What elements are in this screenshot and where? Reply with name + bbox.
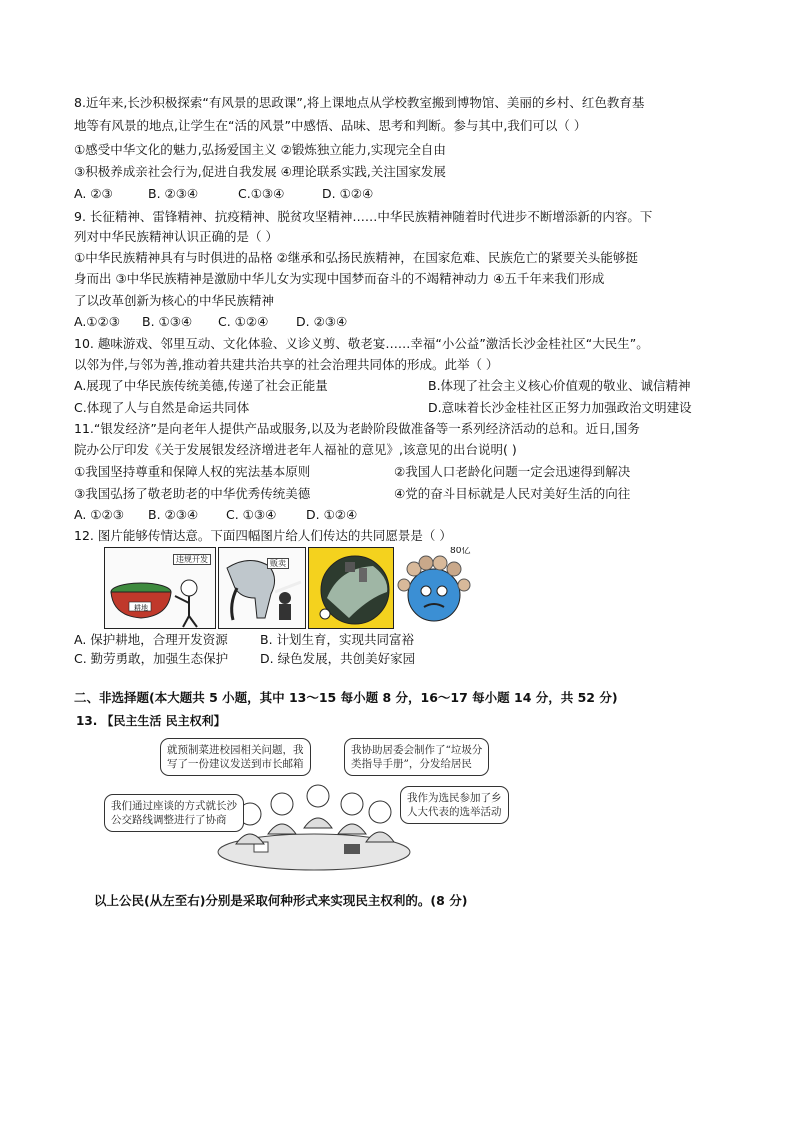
q13-bubble1-line2: 写了一份建议发送到市长邮箱 bbox=[167, 758, 304, 770]
q13-bubble2-line1: 我协助居委会制作了“垃圾分 bbox=[351, 744, 483, 756]
q11-option-b: B. ②③④ bbox=[148, 507, 199, 522]
q12-pic1-label: 违规开发 bbox=[173, 554, 211, 565]
q12-picture-farmland bbox=[104, 547, 216, 629]
section2-heading: 二、非选择题(本大题共 5 小题，其中 13～15 每小题 8 分，16～17 每小题 14 分，共 52 分) bbox=[74, 690, 618, 705]
q8-option-b: B. ②③④ bbox=[148, 186, 199, 201]
q12-picture-poaching bbox=[218, 547, 306, 629]
q13-bubble3-line2: 公交路线调整进行了协商 bbox=[111, 814, 227, 826]
q11-item-4: ④党的奋斗目标就是人民对美好生活的向往 bbox=[394, 486, 631, 501]
q8-option-c: C.①③④ bbox=[238, 186, 285, 201]
q9-option-b: B. ①③④ bbox=[142, 314, 193, 329]
q13-cartoon bbox=[104, 734, 528, 882]
q8-item-line1: ①感受中华文化的魅力,弘扬爱国主义 ②锻炼独立能力,实现完全自由 bbox=[74, 142, 446, 157]
q12-option-b: B. 计划生育，实现共同富裕 bbox=[260, 632, 415, 647]
q11-option-d: D. ①②④ bbox=[306, 507, 358, 522]
q13-bubble3-line1: 我们通过座谈的方式就长沙 bbox=[111, 800, 237, 812]
q12-option-d: D. 绿色发展，共创美好家园 bbox=[260, 651, 416, 666]
q13-bubble-community bbox=[344, 738, 489, 776]
q13-bubble2-line2: 类指导手册”，分发给居民 bbox=[351, 758, 472, 770]
q9-option-c: C. ①②④ bbox=[218, 314, 269, 329]
q8-option-a: A. ②③ bbox=[74, 186, 113, 201]
q10-option-c: C.体现了人与自然是命运共同体 bbox=[74, 400, 250, 415]
q12-pic1-bowl-label: 耕地 bbox=[134, 604, 148, 612]
q12-option-a: A. 保护耕地，合理开发资源 bbox=[74, 632, 228, 647]
q9-item-line1: ①中华民族精神具有与时俱进的品格 ②继承和弘扬民族精神，在国家危难、民族危亡的紧要关头能够挺 bbox=[74, 250, 638, 265]
q11-stem-line2: 院办公厅印发《关于发展银发经济增进老年人福祉的意见》,该意见的出台说明( ) bbox=[74, 442, 517, 457]
q9-item-line3: 了以改革创新为核心的中华民族精神 bbox=[74, 293, 275, 308]
q12-stem: 12. 图片能够传情达意。下面四幅图片给人们传达的共同愿景是（ ） bbox=[74, 528, 452, 543]
q10-stem-line1: 10. 趣味游戏、邻里互动、文化体验、义诊义剪、敬老宴……幸福“小公益”激活长沙金桂社区“大民生”。 bbox=[74, 336, 649, 351]
q11-item-1: ①我国坚持尊重和保障人权的宪法基本原则 bbox=[74, 464, 311, 479]
q9-item-line2: 身而出 ③中华民族精神是激励中华儿女为实现中国梦而奋斗的不竭精神动力 ④五千年来我们形成 bbox=[74, 271, 605, 286]
q11-item-3: ③我国弘扬了敬老助老的中华优秀传统美德 bbox=[74, 486, 311, 501]
q12-picture-pollution bbox=[308, 547, 394, 629]
q10-option-a: A.展现了中华民族传统美德,传递了社会正能量 bbox=[74, 378, 328, 393]
q11-option-c: C. ①③④ bbox=[226, 507, 277, 522]
q12-picture-overpopulation bbox=[396, 547, 476, 627]
q12-option-c: C. 勤劳勇敢，加强生态保护 bbox=[74, 651, 229, 666]
q13-bubble1-line1: 就预制菜进校园相关问题，我 bbox=[167, 744, 304, 756]
q12-pic4-label: 80亿 bbox=[450, 547, 471, 556]
q11-stem-line1: 11.“银发经济”是向老年人提供产品或服务,以及为老龄阶段做准备等一系列经济活动的总和。近日,国务 bbox=[74, 421, 640, 436]
q8-item-line2: ③积极养成亲社会行为,促进自我发展 ④理论联系实践,关注国家发展 bbox=[74, 164, 446, 179]
q12-pic2-label: 贩卖 bbox=[267, 558, 289, 569]
q13-question: 以上公民(从左至右)分别是采取何种形式来实现民主权利的。(8 分) bbox=[94, 893, 468, 908]
q8-stem-line1: 8.近年来,长沙积极探索“有风景的思政课”,将上课地点从学校教室搬到博物馆、美丽的乡村、红色教育基 bbox=[74, 95, 645, 110]
q9-option-a: A.①②③ bbox=[74, 314, 120, 329]
q13-bubble4-line1: 我作为选民参加了乡 bbox=[407, 792, 502, 804]
q8-option-d: D. ①②④ bbox=[322, 186, 374, 201]
q13-bubble4-line2: 人大代表的选举活动 bbox=[407, 806, 502, 818]
q13-bubble-email bbox=[160, 738, 311, 776]
q11-item-2: ②我国人口老龄化问题一定会迅速得到解决 bbox=[394, 464, 631, 479]
q11-option-a: A. ①②③ bbox=[74, 507, 124, 522]
q10-option-d: D.意味着长沙金桂社区正努力加强政治文明建设 bbox=[428, 400, 692, 415]
q10-option-b: B.体现了社会主义核心价值观的敬业、诚信精神 bbox=[428, 378, 691, 393]
q13-heading: 13. 【民主生活 民主权利】 bbox=[76, 714, 226, 728]
q10-stem-line2: 以邻为伴,与邻为善,推动着共建共治共享的社会治理共同体的形成。此举（ ） bbox=[74, 357, 499, 372]
q8-stem-line2: 地等有风景的地点,让学生在“活的风景”中感悟、品味、思考和判断。参与其中,我们可以（ ） bbox=[74, 118, 587, 133]
q13-bubble-election bbox=[400, 786, 509, 824]
q9-option-d: D. ②③④ bbox=[296, 314, 348, 329]
q9-stem-line2: 列对中华民族精神认识正确的是（ ） bbox=[74, 229, 278, 244]
q13-bubble-consultation bbox=[104, 794, 244, 832]
q9-stem-line1: 9. 长征精神、雷锋精神、抗疫精神、脱贫攻坚精神……中华民族精神随着时代进步不断增添新的内容。下 bbox=[74, 209, 653, 224]
